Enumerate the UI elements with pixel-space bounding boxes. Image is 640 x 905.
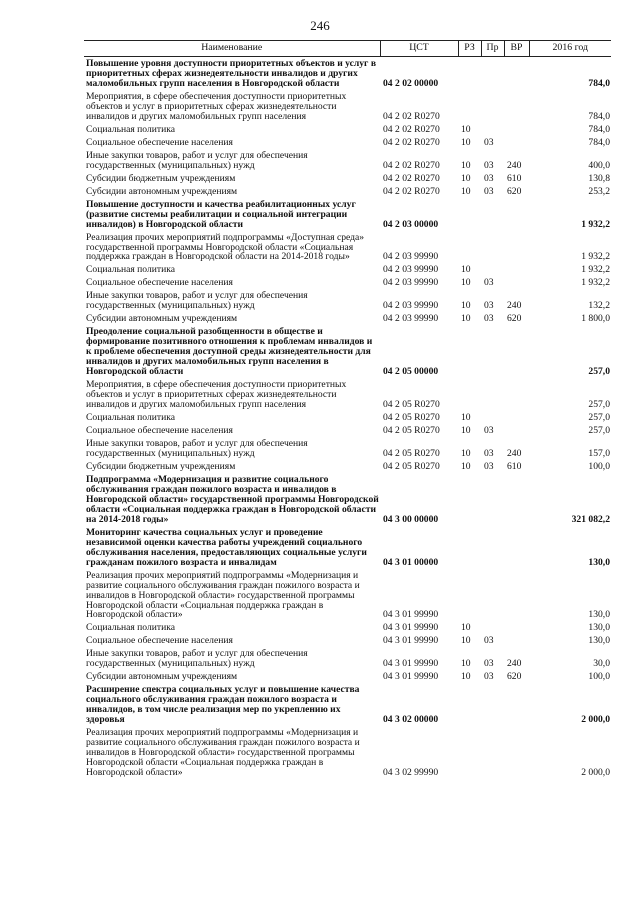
cell-vr <box>504 276 529 289</box>
cell-rz: 10 <box>461 460 471 472</box>
cell-sum: 257,0 <box>588 399 610 411</box>
cell-sum: 784,0 <box>588 123 610 135</box>
cell-cst: 04 2 02 R0270 <box>383 159 440 171</box>
cell-vr: 610 <box>507 172 522 184</box>
table-row <box>84 411 611 424</box>
cell-rz <box>458 683 481 726</box>
cell-vr <box>504 57 529 90</box>
cell-rz <box>458 726 481 779</box>
table-row <box>84 57 611 90</box>
cell-pr <box>481 231 504 264</box>
cell-pr <box>481 90 504 123</box>
cell-vr <box>504 569 529 622</box>
cell-rz: 10 <box>461 172 471 184</box>
cell-rz: 10 <box>461 447 471 459</box>
cell-name: Повышение уровня доступности приоритетных объектов и услуг в приоритетных сферах жизнедеятельности инвалидов и других маломобильных групп населения в Новгородской области <box>86 58 376 89</box>
cell-sum: 100,0 <box>588 671 610 683</box>
cell-vr <box>504 473 529 526</box>
cell-sum: 784,0 <box>588 77 610 89</box>
cell-vr <box>504 411 529 424</box>
table-row <box>84 473 611 526</box>
table-row <box>84 437 611 460</box>
cell-name: Иные закупки товаров, работ и услуг для обеспечения государственных (муниципальных) нужд <box>86 290 308 312</box>
cell-vr <box>504 263 529 276</box>
cell-vr <box>504 621 529 634</box>
cell-sum: 1 800,0 <box>581 313 610 325</box>
cell-sum: 257,0 <box>588 425 610 436</box>
cell-vr <box>504 198 529 231</box>
table-row <box>84 726 611 779</box>
cell-sum: 1 932,2 <box>581 264 610 276</box>
cell-pr <box>481 473 504 526</box>
cell-rz <box>458 325 481 378</box>
cell-rz <box>458 57 481 90</box>
cell-cst: 04 3 01 99990 <box>383 622 439 634</box>
cell-name: Иные закупки товаров, работ и услуг для обеспечения государственных (муниципальных) нужд <box>86 648 308 670</box>
cell-rz: 10 <box>461 635 471 647</box>
cell-cst: 04 2 03 99990 <box>383 264 439 276</box>
cell-pr: 03 <box>484 277 494 289</box>
cell-rz: 10 <box>461 658 471 670</box>
cell-name: Социальное обеспечение населения <box>86 136 233 148</box>
cell-name: Реализация прочих мероприятий подпрограммы «Модернизация и развитие социального обслуживания граждан пожилого возраста и инвалидов в Новгородской области» государственной программы Новгородской области «Социальная поддержка граждан в Новгородской области» <box>86 569 360 621</box>
cell-pr: 03 <box>484 635 494 647</box>
cell-pr: 03 <box>484 172 494 184</box>
cell-rz: 10 <box>461 123 471 135</box>
cell-pr <box>481 726 504 779</box>
cell-cst: 04 2 02 R0270 <box>383 123 440 135</box>
cell-cst: 04 3 02 99990 <box>383 767 439 779</box>
cell-vr: 240 <box>507 159 522 171</box>
table-row <box>84 683 611 726</box>
table-row <box>84 634 611 647</box>
cell-vr <box>504 526 529 569</box>
cell-cst: 04 3 01 00000 <box>383 556 439 568</box>
cell-vr <box>504 325 529 378</box>
table-row <box>84 231 611 264</box>
cell-sum: 130,0 <box>588 635 610 647</box>
cell-cst: 04 2 03 99990 <box>383 313 439 325</box>
header-pr: Пр <box>481 41 504 57</box>
cell-cst: 04 2 02 R0270 <box>383 136 440 148</box>
cell-sum: 130,0 <box>588 556 610 568</box>
cell-rz: 10 <box>461 622 471 634</box>
cell-cst: 04 2 03 99990 <box>383 251 439 263</box>
header-sum: 2016 год <box>529 41 611 57</box>
cell-pr <box>481 569 504 622</box>
cell-pr: 03 <box>484 185 494 197</box>
cell-vr <box>504 136 529 149</box>
cell-pr: 03 <box>484 658 494 670</box>
cell-name: Социальное обеспечение населения <box>86 277 233 289</box>
cell-vr: 240 <box>507 300 522 312</box>
cell-rz <box>458 569 481 622</box>
table-row <box>84 569 611 622</box>
cell-vr <box>504 123 529 136</box>
cell-name: Преодоление социальной разобщенности в обществе и формирование позитивного отношения к проблемам инвалидов и к проблеме обеспечения доступной среды жизнедеятельности для инвалидов и других маломобильных групп населения в Новгородской области <box>86 326 373 378</box>
cell-rz: 10 <box>461 300 471 312</box>
table-row <box>84 378 611 411</box>
cell-pr: 03 <box>484 447 494 459</box>
cell-cst: 04 3 02 00000 <box>383 714 439 726</box>
table-row <box>84 90 611 123</box>
cell-rz <box>458 378 481 411</box>
table-row <box>84 312 611 325</box>
cell-cst: 04 2 05 00000 <box>383 366 439 378</box>
cell-rz: 10 <box>461 412 471 424</box>
budget-table <box>84 40 611 779</box>
header-cst: ЦСТ <box>380 41 458 57</box>
cell-name: Субсидии бюджетным учреждениям <box>86 460 236 472</box>
cell-pr <box>481 198 504 231</box>
cell-rz <box>458 90 481 123</box>
cell-cst: 04 2 02 00000 <box>383 77 439 89</box>
cell-sum: 157,0 <box>588 447 610 459</box>
cell-name: Социальная политика <box>86 264 175 276</box>
cell-name: Мероприятия, в сфере обеспечения доступности приоритетных объектов и услуг в приоритетных сферах жизнедеятельности инвалидов и других маломобильных групп населения <box>86 90 347 122</box>
cell-sum: 321 082,2 <box>571 513 610 525</box>
table-row <box>84 424 611 437</box>
cell-rz: 10 <box>461 671 471 683</box>
cell-rz <box>458 473 481 526</box>
table-row <box>84 289 611 312</box>
cell-sum: 130,0 <box>588 622 610 634</box>
cell-name: Социальная политика <box>86 123 175 135</box>
cell-pr <box>481 378 504 411</box>
cell-sum: 1 932,2 <box>581 251 610 263</box>
cell-cst: 04 2 05 R0270 <box>383 460 440 472</box>
cell-cst: 04 2 03 99990 <box>383 277 439 289</box>
cell-pr <box>481 123 504 136</box>
cell-sum: 1 932,2 <box>581 277 610 289</box>
cell-vr <box>504 90 529 123</box>
cell-rz: 10 <box>461 425 471 436</box>
cell-vr: 620 <box>507 185 522 197</box>
cell-name: Социальное обеспечение населения <box>86 425 233 436</box>
cell-cst: 04 2 03 99990 <box>383 300 439 312</box>
cell-pr: 03 <box>484 300 494 312</box>
cell-name: Социальная политика <box>86 622 175 634</box>
cell-rz: 10 <box>461 159 471 171</box>
table-row <box>84 276 611 289</box>
cell-name: Социальное обеспечение населения <box>86 635 233 647</box>
table-row <box>84 263 611 276</box>
cell-sum: 130,8 <box>588 172 610 184</box>
header-name: Наименование <box>84 41 380 57</box>
cell-vr: 620 <box>507 671 522 683</box>
cell-vr <box>504 424 529 437</box>
cell-vr: 240 <box>507 658 522 670</box>
cell-pr <box>481 325 504 378</box>
cell-vr: 620 <box>507 313 522 325</box>
cell-sum: 784,0 <box>588 136 610 148</box>
cell-name: Социальная политика <box>86 412 175 424</box>
cell-rz: 10 <box>461 264 471 276</box>
cell-cst: 04 2 05 R0270 <box>383 425 440 436</box>
cell-cst: 04 3 01 99990 <box>383 609 439 621</box>
header-rz: РЗ <box>458 41 481 57</box>
cell-vr <box>504 683 529 726</box>
cell-pr <box>481 263 504 276</box>
cell-rz: 10 <box>461 136 471 148</box>
cell-vr <box>504 726 529 779</box>
cell-name: Расширение спектра социальных услуг и повышение качества социального обслуживания граждан пожилого возраста и инвалидов, в том числе реализация мер по укреплению их здоровья <box>86 684 360 726</box>
cell-vr: 240 <box>507 447 522 459</box>
cell-sum: 400,0 <box>588 159 610 171</box>
cell-pr: 03 <box>484 671 494 683</box>
table-row <box>84 136 611 149</box>
table-row <box>84 460 611 473</box>
cell-pr: 03 <box>484 313 494 325</box>
cell-cst: 04 3 01 99990 <box>383 635 439 647</box>
cell-pr <box>481 683 504 726</box>
cell-rz <box>458 231 481 264</box>
table-row <box>84 526 611 569</box>
cell-rz <box>458 526 481 569</box>
cell-pr <box>481 526 504 569</box>
cell-pr: 03 <box>484 425 494 436</box>
table-row <box>84 670 611 683</box>
cell-pr: 03 <box>484 460 494 472</box>
table-body <box>84 57 611 780</box>
cell-cst: 04 2 03 00000 <box>383 218 439 230</box>
cell-sum: 257,0 <box>588 366 610 378</box>
cell-pr <box>481 411 504 424</box>
cell-name: Иные закупки товаров, работ и услуг для обеспечения государственных (муниципальных) нужд <box>86 437 308 459</box>
cell-cst: 04 3 00 00000 <box>383 513 439 525</box>
cell-cst: 04 2 05 R0270 <box>383 447 440 459</box>
table-row <box>84 149 611 172</box>
cell-cst: 04 3 01 99990 <box>383 658 439 670</box>
cell-cst: 04 2 02 R0270 <box>383 172 440 184</box>
table-row <box>84 325 611 378</box>
cell-name: Субсидии автономным учреждениям <box>86 313 238 325</box>
cell-cst: 04 2 05 R0270 <box>383 399 440 411</box>
cell-sum: 2 000,0 <box>581 767 610 779</box>
cell-cst: 04 2 05 R0270 <box>383 412 440 424</box>
cell-sum: 253,2 <box>588 185 610 197</box>
table-row <box>84 185 611 198</box>
cell-vr <box>504 231 529 264</box>
cell-name: Повышение доступности и качества реабилитационных услуг (развитие системы реабилитации и социальной интеграции инвалидов) в Новгородской области <box>86 198 356 230</box>
cell-sum: 130,0 <box>588 609 610 621</box>
cell-rz: 10 <box>461 185 471 197</box>
cell-pr: 03 <box>484 159 494 171</box>
table-header-row <box>84 41 611 57</box>
table-row <box>84 198 611 231</box>
cell-name: Мониторинг качества социальных услуг и проведение независимой оценки качества работы учреждений социального обслуживания населения, предоставляющих социальные услуги гражданам пожилого возраста и инвалидам <box>86 526 367 568</box>
cell-sum: 784,0 <box>588 110 610 122</box>
cell-rz: 10 <box>461 313 471 325</box>
cell-name: Субсидии автономным учреждениям <box>86 185 238 197</box>
cell-name: Субсидии бюджетным учреждениям <box>86 172 236 184</box>
cell-sum: 2 000,0 <box>581 714 610 726</box>
cell-sum: 257,0 <box>588 412 610 424</box>
cell-vr <box>504 634 529 647</box>
table-row <box>84 647 611 670</box>
cell-cst: 04 2 02 R0270 <box>383 185 440 197</box>
table-row <box>84 123 611 136</box>
cell-pr <box>481 57 504 90</box>
cell-rz <box>458 198 481 231</box>
cell-name: Иные закупки товаров, работ и услуг для обеспечения государственных (муниципальных) нужд <box>86 149 308 171</box>
table-row <box>84 172 611 185</box>
cell-vr: 610 <box>507 460 522 472</box>
cell-rz: 10 <box>461 277 471 289</box>
cell-sum: 132,2 <box>588 300 610 312</box>
cell-name: Субсидии автономным учреждениям <box>86 671 238 683</box>
cell-pr: 03 <box>484 136 494 148</box>
cell-sum: 30,0 <box>593 658 610 670</box>
table-row <box>84 621 611 634</box>
cell-sum: 100,0 <box>588 460 610 472</box>
cell-pr <box>481 621 504 634</box>
page-number: 246 <box>310 18 330 33</box>
cell-vr <box>504 378 529 411</box>
cell-name: Подпрограмма «Модернизация и развитие социального обслуживания граждан пожилого возраста и инвалидов в Новгородской области» государственной программы Новгородской области «Социальная поддержка граждан в Новгородской области на 2014-2018 годы» <box>86 473 379 525</box>
cell-name: Реализация прочих мероприятий подпрограммы «Модернизация и развитие социального обслуживания граждан пожилого возраста и инвалидов в Новгородской области» государственной программы Новгородской области «Социальная поддержка граждан в Новгородской области» <box>86 727 360 779</box>
cell-cst: 04 3 01 99990 <box>383 671 439 683</box>
cell-name: Реализация прочих мероприятий подпрограммы «Доступная среда» государственной программы Новгородской области «Социальная поддержка граждан в Новгородской области на 2014-2018 годы» <box>86 231 365 263</box>
cell-sum: 1 932,2 <box>581 218 610 230</box>
cell-name: Мероприятия, в сфере обеспечения доступности приоритетных объектов и услуг в приоритетных сферах жизнедеятельности инвалидов и других маломобильных групп населения <box>86 379 347 411</box>
cell-cst: 04 2 02 R0270 <box>383 110 440 122</box>
header-vr: ВР <box>504 41 529 57</box>
